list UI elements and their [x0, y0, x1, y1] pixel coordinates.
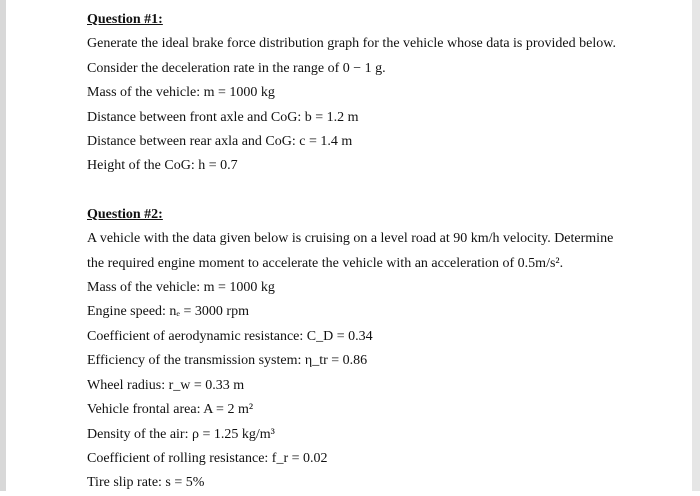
question-1-line-1: Generate the ideal brake force distribution graph for the vehicle whose data is provided below. — [87, 36, 616, 52]
question-2-transmission-efficiency: Efficiency of the transmission system: η_tr = 0.86 — [87, 353, 368, 369]
question-2-line-1: A vehicle with the data given below is cruising on a level road at 90 km/h velocity. Determine — [87, 231, 614, 247]
question-2-line-2: the required engine moment to accelerate the vehicle with an acceleration of 0.5m/s². — [87, 255, 564, 271]
right-page-edge — [692, 0, 700, 491]
question-1-line-2: Consider the deceleration rate in the range of 0 − 1 g. — [87, 60, 386, 76]
question-1-rear-distance: Distance between rear axla and CoG: c = 1.4 m — [87, 134, 353, 150]
question-1-cog-height: Height of the CoG: h = 0.7 — [87, 158, 238, 174]
section-gap — [87, 179, 677, 203]
question-1-mass: Mass of the vehicle: m = 1000 kg — [87, 85, 275, 101]
document-body — [87, 8, 677, 496]
question-2-frontal-area: Vehicle frontal area: A = 2 m² — [87, 402, 254, 418]
question-2-wheel-radius: Wheel radius: r_w = 0.33 m — [87, 377, 245, 393]
question-2-rolling-resistance: Coefficient of rolling resistance: f_r = 0.02 — [87, 450, 328, 466]
question-2-aero-coefficient: Coefficient of aerodynamic resistance: C_D = 0.34 — [87, 328, 373, 344]
question-2-mass: Mass of the vehicle: m = 1000 kg — [87, 280, 275, 296]
left-page-edge — [0, 0, 6, 491]
question-2-tire-slip: Tire slip rate: s = 5% — [87, 475, 205, 491]
question-1-heading: Question #1: — [87, 12, 163, 27]
question-2-engine-speed: Engine speed: nₑ = 3000 rpm — [87, 304, 249, 320]
question-1-front-distance: Distance between front axle and CoG: b = 1.2 m — [87, 109, 359, 125]
question-2-air-density: Density of the air: ρ = 1.25 kg/m³ — [87, 426, 275, 442]
question-2-heading: Question #2: — [87, 206, 163, 222]
